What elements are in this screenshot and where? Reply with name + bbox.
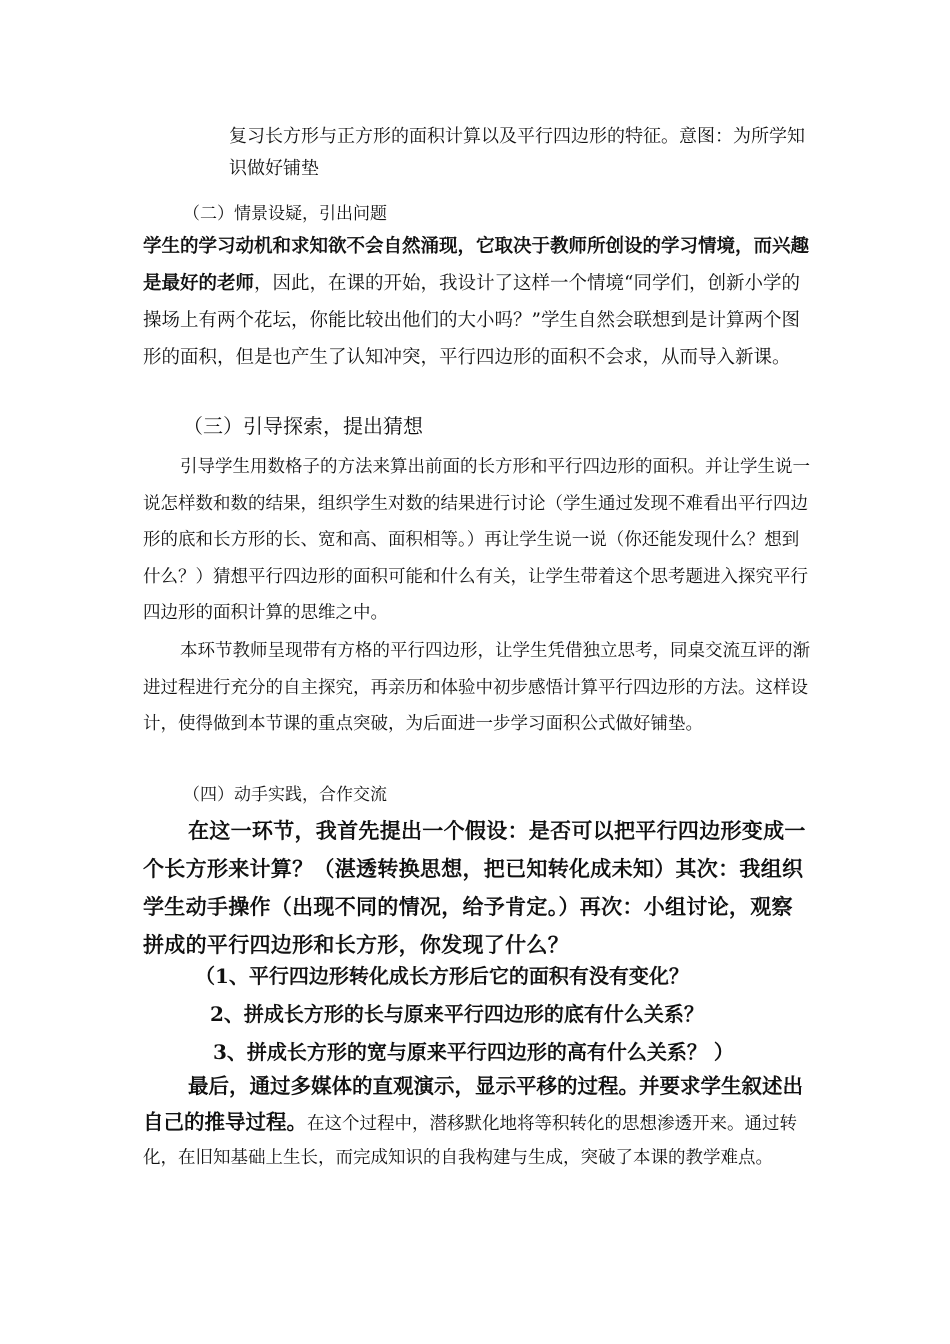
section-2-bold-lead: 学生的学习动机和求知欲不会自然涌现，它取决于教师所创设的学习情境，而兴趣是最好的老师 — [143, 236, 810, 294]
section-3-heading: （三）引导探索，提出猜想 — [183, 414, 423, 438]
section-3-paragraph-2: 本环节教师呈现带有方格的平行四边形，让学生凭借独立思考，同桌交流互评的渐进过程进行充分的自主探究，再亲历和体验中初步感悟计算平行四边形的方法。这样设计，使得做到本节课的重点突破，为后面进一步学习面积公式做好铺垫。 — [143, 641, 810, 734]
section-2-rest: ，因此，在课的开始，我设计了这样一个情境“同学们，创新小学的操场上有两个花坛，你能比较出他们的大小吗？”学生自然会联想到是计算两个图形的面积，但是也产生了认知冲突，平行四边形的面积不会求，从而导入新课。 — [143, 273, 800, 368]
final-rest: 在这个过程中，潜移默化地将等积转化的思想渗透开来。通过转化，在旧知基础上生长，而完成知识的自我构建与生成，突破了本课的教学难点。 — [143, 1114, 797, 1168]
question-3: 3、拼成长方形的宽与原来平行四边形的高有什么关系？ ） — [213, 1040, 734, 1064]
question-1: （1、平行四边形转化成长方形后它的面积有没有变化？ — [195, 964, 689, 988]
section-4-bold-paragraph: 在这一环节，我首先提出一个假设：是否可以把平行四边形变成一个长方形来计算？（湛透转换思想，把已知转化成未知）其次：我组织学生动手操作（出现不同的情况，给予肯定。）再次：小组讨论，观察拼成的平行四边形和长方形，你发现了什么？ — [143, 818, 806, 957]
section-2-heading: （二）情景设疑，引出问题 — [183, 204, 387, 224]
section-4-heading: （四）动手实践，合作交流 — [183, 785, 387, 805]
question-2: 2、拼成长方形的长与原来平行四边形的底有什么关系？ — [210, 1002, 704, 1026]
intro-text: 复习长方形与正方形的面积计算以及平行四边形的特征。意图：为所学知识做好铺垫 — [229, 126, 805, 179]
final-bold-lead: 最后，通过多媒体的直观演示，显示平移的过程。并要求学生叙述出自己的推导过程。 — [143, 1074, 803, 1134]
section-2-paragraph — [143, 228, 811, 376]
section-4-final-paragraph — [143, 1069, 811, 1175]
section-3-paragraph-1: 引导学生用数格子的方法来算出前面的长方形和平行四边形的面积。并让学生说一说怎样数和数的结果，组织学生对数的结果进行讨论（学生通过发现不难看出平行四边形的底和长方形的长、宽和高、面积相等。）再让学生说一说（你还能发现什么？想到什么？）猜想平行四边形的面积可能和什么有关，让学生带着这个思考题进入探究平行四边形的面积计算的思维之中。 — [143, 457, 810, 623]
